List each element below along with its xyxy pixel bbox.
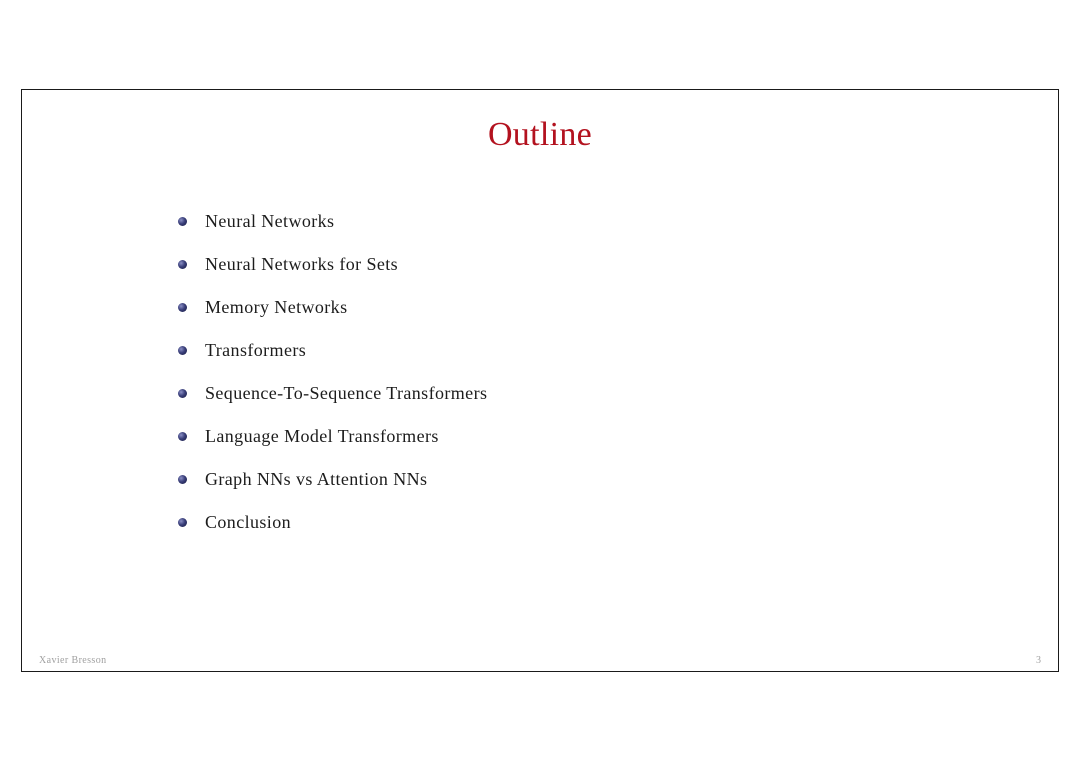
slide-title: Outline — [487, 116, 593, 153]
list-item-label: Language Model Transformers — [205, 426, 439, 446]
list-item-label: Neural Networks for Sets — [205, 254, 399, 274]
list-item-label: Graph NNs vs Attention NNs — [205, 469, 428, 489]
list-item-label: Transformers — [205, 340, 307, 360]
bullet-icon — [178, 518, 187, 527]
bullet-icon — [178, 346, 187, 355]
bullet-icon — [178, 217, 187, 226]
footer-author: Xavier Bresson — [39, 655, 107, 666]
list-item-label: Conclusion — [205, 512, 292, 532]
page-number: 3 — [1036, 655, 1041, 666]
bullet-icon — [178, 432, 187, 441]
bullet-icon — [178, 303, 187, 312]
bullet-icon — [178, 260, 187, 269]
list-item-label: Memory Networks — [205, 297, 348, 317]
slide-frame — [21, 89, 1059, 672]
bullet-icon — [178, 475, 187, 484]
list-item-label: Sequence-To-Sequence Transformers — [205, 383, 488, 403]
list-item-label: Neural Networks — [205, 211, 335, 231]
bullet-icon — [178, 389, 187, 398]
